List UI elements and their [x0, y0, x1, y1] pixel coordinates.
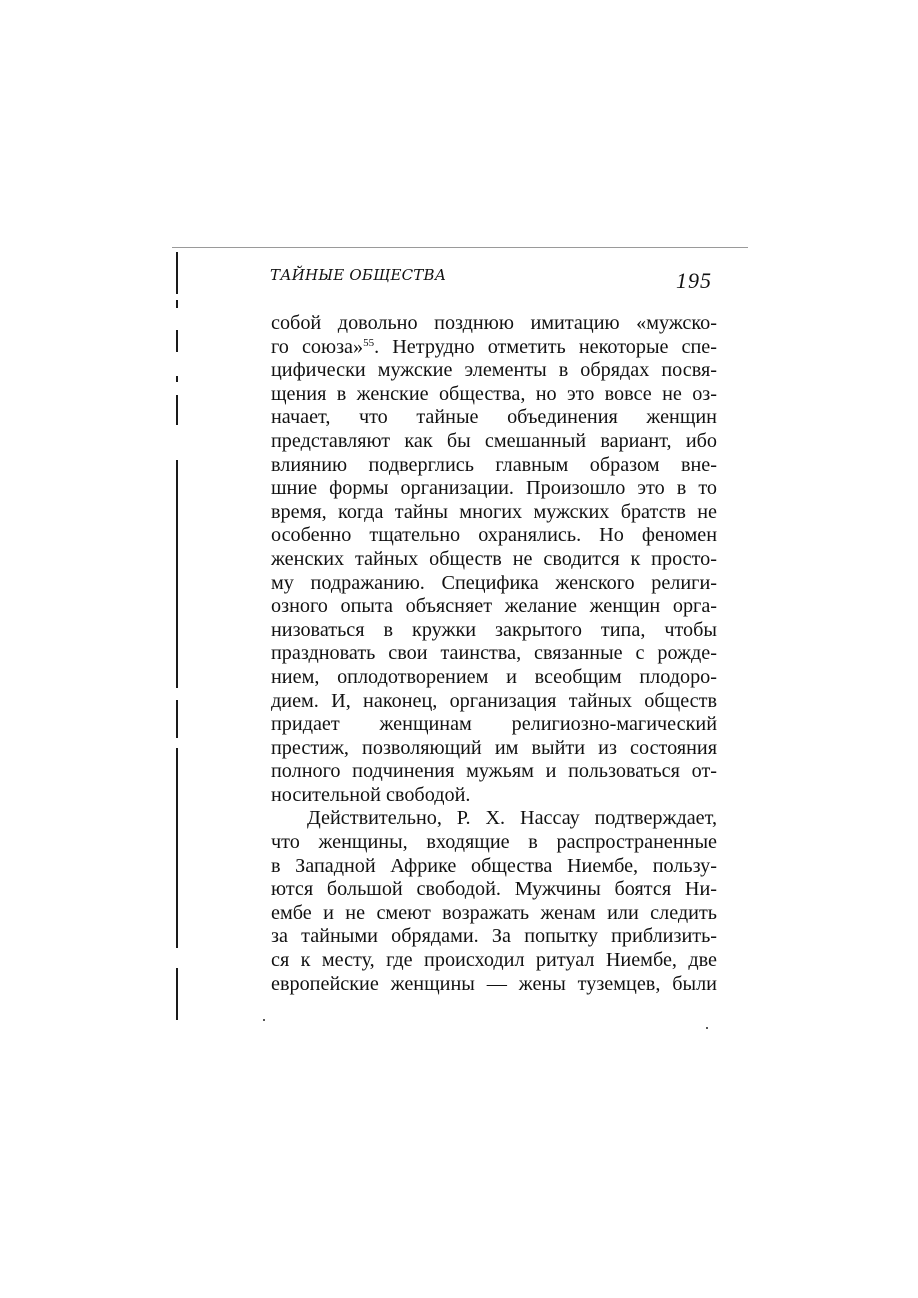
top-rule — [172, 247, 748, 248]
scan-margin-mark — [176, 700, 178, 738]
scan-margin-mark — [176, 460, 178, 688]
text-line: представляют как бы смешанный вариант, ибо — [271, 429, 717, 452]
scan-speck — [706, 1027, 708, 1029]
text-line: особенно тщательно охранялись. Но феномен — [271, 524, 717, 547]
footnote-ref: 55 — [363, 336, 375, 349]
paragraph-2 — [271, 807, 717, 996]
text-line: му подражанию. Специфика женского религи- — [271, 571, 717, 594]
running-head: ТАЙНЫЕ ОБЩЕСТВА — [270, 266, 447, 284]
text-line: ся к месту, где происходил ритуал Ниембе, две — [271, 949, 717, 972]
page-number: 195 — [676, 268, 712, 293]
scan-margin-mark — [176, 748, 178, 948]
text-line: европейские женщины — жены туземцев, были — [271, 972, 717, 995]
text-line: женских тайных обществ не сводится к просто- — [271, 547, 717, 570]
text-line: го союза»$^{55}$. Нетрудно отметить некоторые спе- — [271, 335, 717, 358]
scan-margin-mark — [176, 300, 178, 308]
text-line: за тайными обрядами. За попытку приблизить- — [271, 925, 717, 948]
scan-margin-mark — [176, 330, 178, 352]
text-line: время, когда тайны многих мужских братств не — [271, 500, 717, 523]
text-line: престиж, позволяющий им выйти из состояния — [271, 736, 717, 759]
scan-margin-mark — [176, 395, 178, 425]
text-line: что женщины, входящие в распространенные — [271, 831, 717, 854]
text-line: нием, оплодотворением и всеобщим плодоро- — [271, 665, 717, 688]
text-line: цифически мужские элементы в обрядах посвя- — [271, 359, 717, 382]
text-line: начает, что тайные объединения женщин — [271, 406, 717, 429]
text-line: носительной свободой. — [271, 783, 471, 806]
text-line: дием. И, наконец, организация тайных обществ — [271, 689, 717, 712]
body-text — [271, 312, 717, 996]
text-line: щения в женские общества, но это вовсе не оз- — [271, 382, 717, 405]
text-line: полного подчинения мужьям и пользоваться от- — [271, 760, 717, 783]
scan-margin-mark — [176, 376, 178, 382]
scan-margin-mark — [176, 252, 178, 294]
text-line: Действительно, Р. Х. Нассау подтверждает, — [307, 807, 717, 830]
scan-speck — [263, 1019, 265, 1021]
text-line: праздновать свои таинства, связанные с рожде- — [271, 642, 717, 665]
text-line: ембе и не смеют возражать женам или следить — [271, 901, 717, 924]
text-line: придает женщинам религиозно-магический — [271, 713, 717, 736]
text-line: влиянию подверглись главным образом вне- — [271, 453, 717, 476]
scan-margin-mark — [176, 968, 178, 1020]
text-line: озного опыта объясняет желание женщин орга- — [271, 595, 717, 618]
text-line: ются большой свободой. Мужчины боятся Ни- — [271, 878, 717, 901]
text-line: шние формы организации. Произошло это в то — [271, 477, 717, 500]
text-line: собой довольно позднюю имитацию «мужско- — [271, 312, 717, 334]
paragraph-1 — [271, 312, 717, 807]
text-line: в Западной Африке общества Ниембе, пользу- — [271, 854, 717, 877]
text-line: низоваться в кружки закрытого типа, чтобы — [271, 618, 717, 641]
